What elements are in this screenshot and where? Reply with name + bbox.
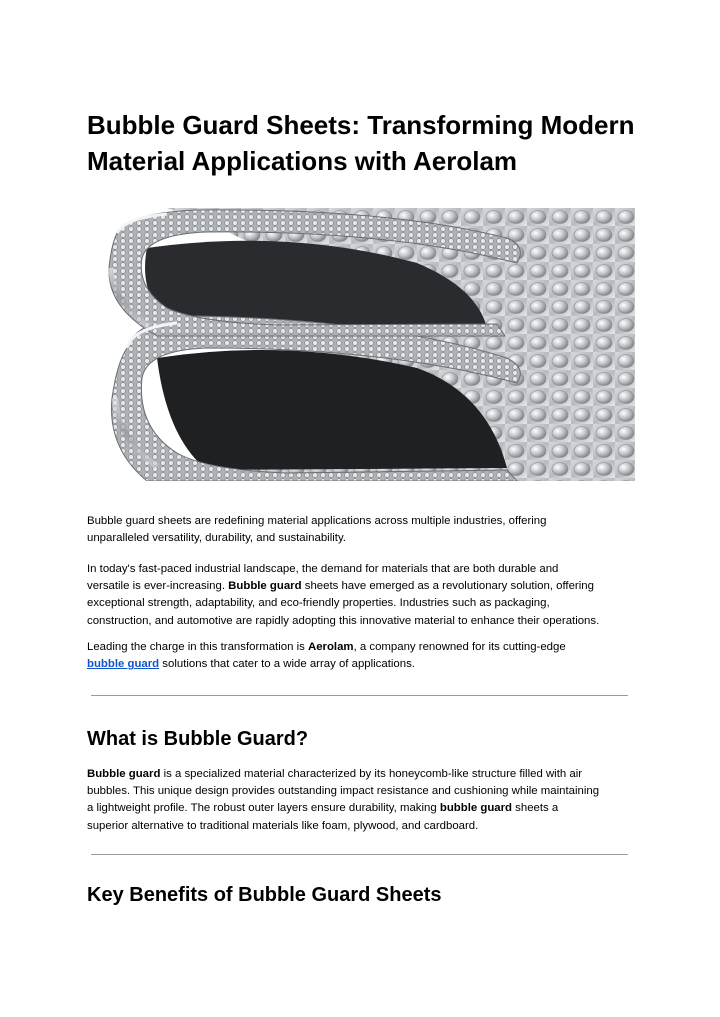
aerolam-line-1-text: Leading the charge in this transformation is: [87, 641, 308, 653]
page-title-line-1: Bubble Guard Sheets: Transforming Modern: [87, 110, 635, 140]
what-is-line-1-rest: is a specialized material characterized by its honeycomb-like structure filled with air: [160, 768, 583, 780]
bubble-guard-link[interactable]: bubble guard: [87, 658, 160, 671]
aerolam-paragraph: [87, 639, 647, 673]
intro-line-1: Bubble guard sheets are redefining material applications across multiple industries, offering: [87, 515, 547, 527]
page-title: [87, 107, 647, 179]
landscape-paragraph: [87, 561, 647, 630]
aerolam-bold: Aerolam: [307, 641, 354, 653]
landscape-line-2: [87, 578, 647, 595]
bubble-guard-bold: Bubble guard: [228, 580, 302, 593]
bubble-roll-illustration: [87, 208, 635, 481]
what-is-line-4: superior alternative to traditional materials like foam, plywood, and cardboard.: [87, 819, 479, 832]
landscape-line-4: construction, and automotive are rapidly adopting this innovative material to enhance their operations.: [87, 614, 600, 627]
what-is-line-3-rest: sheets a: [512, 802, 559, 815]
aerolam-line-1: [87, 639, 647, 656]
section-divider-1: [91, 695, 628, 696]
page-title-line-2: Material Applications with Aerolam: [87, 146, 518, 176]
what-is-paragraph: [87, 766, 647, 835]
what-is-line-3: [87, 800, 647, 817]
section-heading-key-benefits: Key Benefits of Bubble Guard Sheets: [87, 884, 442, 906]
bubble-guard-bold-3: bubble guard: [439, 802, 513, 815]
landscape-line-1: In today's fast-paced industrial landscape, the demand for materials that are both durable and: [87, 563, 559, 575]
aerolam-line-1-rest: , a company renowned for its cutting-edge: [353, 641, 566, 653]
hero-image-bubble-guard-roll: [87, 208, 635, 481]
aerolam-line-2: [87, 656, 647, 673]
landscape-line-2-rest: sheets have emerged as a revolutionary solution, offering: [301, 580, 594, 593]
landscape-line-3: exceptional strength, adaptability, and eco-friendly properties. Industries such as packaging,: [87, 597, 550, 610]
what-is-line-3-text: a lightweight profile. The robust outer layers ensure durability, making: [87, 802, 440, 815]
what-is-line-1: [87, 766, 647, 783]
bubble-guard-bold-2: Bubble guard: [87, 768, 161, 780]
section-heading-what-is: What is Bubble Guard?: [87, 728, 309, 750]
section-divider-2: [91, 854, 628, 855]
landscape-line-2-text: versatile is ever-increasing.: [87, 580, 229, 593]
what-is-line-2: bubbles. This unique design provides outstanding impact resistance and cushioning while maintaining: [87, 785, 600, 798]
intro-paragraph: [87, 513, 647, 547]
intro-line-2: unparalleled versatility, durability, and sustainability.: [87, 532, 346, 545]
aerolam-line-2-rest: solutions that cater to a wide array of applications.: [159, 658, 415, 671]
